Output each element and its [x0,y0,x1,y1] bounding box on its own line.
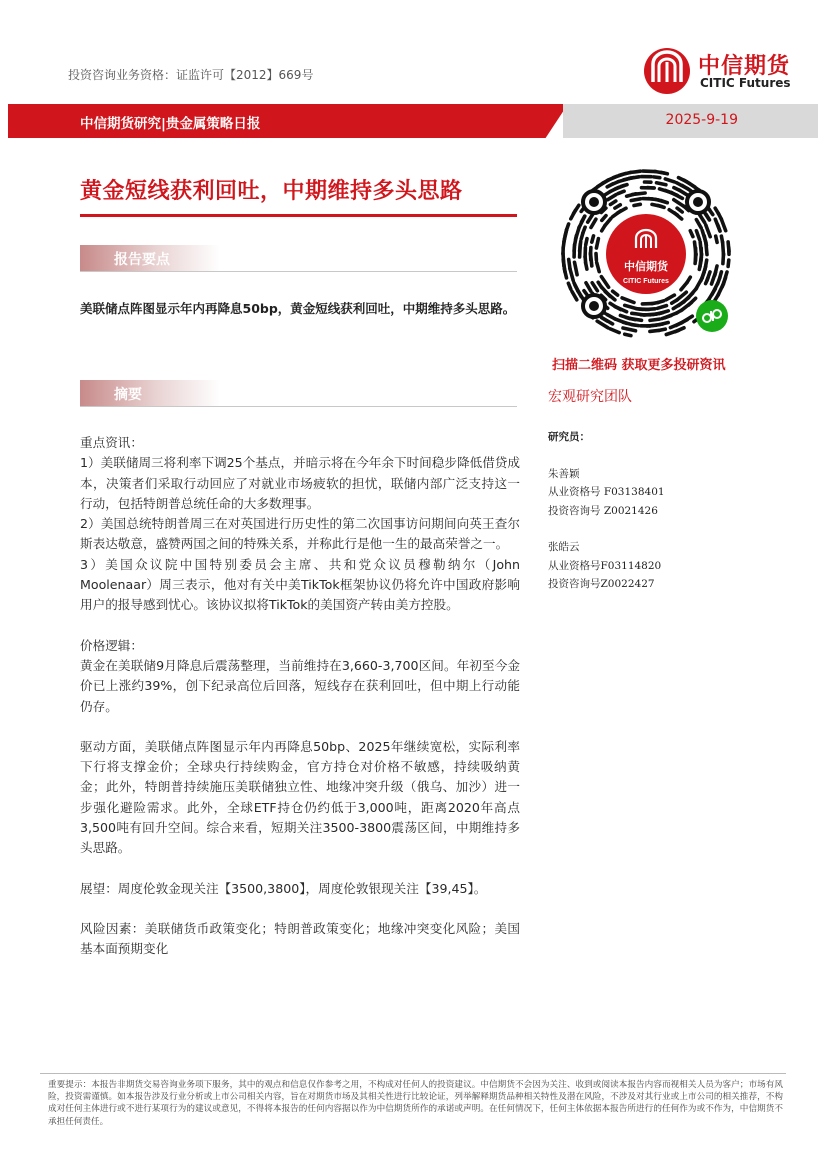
summary-body [80,433,520,960]
qr-caption: 扫描二维码 获取更多投研资讯 [552,358,726,373]
summary-paragraph: 1）美联储周三将利率下调25个基点，并暗示将在今年余下时间稳步降低借贷成本，决策者们采取行动回应了对就业市场疲软的担忧，联储内部广泛支持这一行动，包括特朗普总统任命的大多数理事。 [80,455,520,511]
key-points-label: 报告要点 [114,252,170,268]
license-text: 投资咨询业务资格：证监许可【2012】669号 [68,68,314,82]
researcher-consult-id: 投资咨询号 Z0021426 [548,504,658,517]
summary-paragraph: 价格逻辑： [80,637,143,653]
qr-center-en: CITIC Futures [623,278,669,285]
summary-paragraph: 风险因素：美联储货币政策变化；特朗普政策变化；地缘冲突变化风险；美国基本面预期变化 [80,920,520,957]
company-logo [642,46,807,96]
team-name: 宏观研究团队 [548,389,632,405]
researcher-qualification: 从业资格号F03114820 [548,559,662,572]
qr-code-icon[interactable] [560,168,732,340]
summary-label: 摘要 [114,387,142,403]
qr-center-cn: 中信期货 [624,261,668,273]
title-divider [80,214,517,217]
key-point-text: 美联储点阵图显示年内再降息50bp，黄金短线获利回吐，中期维持多头思路。 [80,301,516,316]
logo-text-en: CITIC Futures [700,76,791,90]
mini-program-icon [696,300,728,332]
researchers-list [548,428,665,594]
researcher-consult-id: 投资咨询号Z0022427 [548,578,655,590]
summary-paragraph: 展望：周度伦敦金现关注【3500,3800】，周度伦敦银现关注【39,45】。 [80,880,487,896]
summary-paragraph: 3）美国众议院中国特别委员会主席、共和党众议员穆勒纳尔（John Moolenaar）周三表示，他对有关中美TikTok框架协议仍将允许中国政府影响用户的报导感到忧心。该协议拟将TikTok的美国资产转由美方控股。 [80,556,520,613]
citic-mark-icon [642,46,692,96]
report-date: 2025-9-19 [665,112,738,128]
logo-text-cn: 中信期货 [698,54,791,79]
researcher-name: 张皓云 [548,541,580,553]
report-banner [8,104,818,138]
banner-label: 中信期货研究|贵金属策略日报 [80,116,261,132]
summary-paragraph: 黄金在美联储9月降息后震荡整理，当前维持在3,660-3,700区间。年初至今金价已上涨约39%，创下纪录高位后回落，短线存在获利回吐，但中期上行动能仍存。 [80,657,520,714]
footer-divider [40,1073,786,1074]
summary-paragraph: 驱动方面，美联储点阵图显示年内再降息50bp、2025年继续宽松，实际利率下行将支撑金价；全球央行持续购金，官方持仓对价格不敏感，持续吸纳黄金；此外，特朗普持续施压美联储独立性、地缘冲突升级（俄乌、加沙）进一步强化避险需求。此外，全球ETF持仓仍约低于3,000吨，距离2020年高点3,500吨有回升空间。综合来看，短期关注3500-3800震荡区间，中期维持多头思路。 [80,738,520,856]
researchers-label: 研究员： [548,431,590,443]
researcher-qualification: 从业资格号 F03138401 [548,486,665,498]
summary-paragraph: 2）美国总统特朗普周三在对英国进行历史性的第二次国事访问期间向英王查尔斯表达敬意，盛赞两国之间的特殊关系，并称此行是他一生的最高荣誉之一。 [80,516,520,552]
summary-header [80,380,517,407]
disclaimer-text: 重要提示：本报告非期货交易咨询业务项下服务，其中的观点和信息仅作参考之用，不构成对任何人的投资建议。中信期货不会因为关注、收到或阅读本报告内容而视相关人员为客户；市场有风险，投资需谨慎。如本报告涉及行业分析或上市公司相关内容，旨在对期货市场及其相关性进行比较论证，列举解释期货品种相关特性及潜在风险，不涉及对其行业或上市公司的相关推荐，不构成对任何主体进行或不进行某项行为的建议或意见，不得将本报告的任何内容据以作为中信期货所作的承诺或声明。在任何情况下，任何主体依据本报告所进行的任何作为或不作为，中信期货不承担任何责任。 [48,1080,783,1127]
report-title: 黄金短线获利回吐，中期维持多头思路 [80,179,463,204]
key-points-header [80,245,517,272]
summary-paragraph: 重点资讯： [80,435,143,450]
researcher-name: 朱善颖 [548,467,580,480]
